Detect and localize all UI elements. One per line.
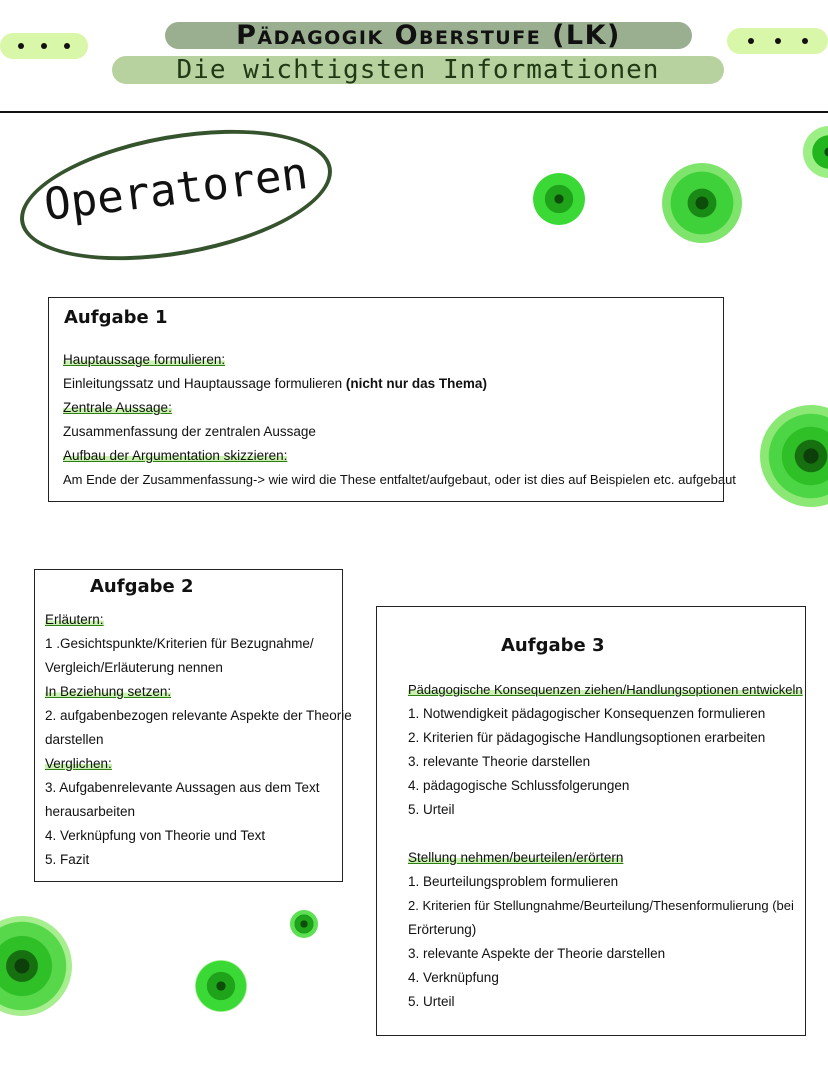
list-item: 4. pädagogische Schlussfolgerungen <box>408 778 630 793</box>
list-item: Pädagogische Konsequenzen ziehen/Handlungsoptionen entwickeln <box>408 682 803 697</box>
list-item: 1. Beurteilungsproblem formulieren <box>408 874 619 889</box>
list-item: Hauptaussage formulieren: <box>63 352 226 367</box>
list-item: 2. Kriterien für pädagogische Handlungsoptionen erarbeiten <box>408 730 766 745</box>
list-item: 1. Notwendigkeit pädagogischer Konsequenzen formulieren <box>408 706 766 721</box>
list-item: Am Ende der Zusammenfassung-> wie wird die These entfaltet/aufgebaut, oder ist dies auf Beispielen etc. aufgebaut <box>63 472 736 487</box>
page-subtitle: Die wichtigsten Informationen <box>176 55 660 85</box>
green-circle-decoration <box>533 173 585 225</box>
list-item: 2. Kriterien für Stellungnahme/Beurteilung/Thesenformulierung (bei <box>408 898 794 913</box>
aufgabe2-heading: Aufgabe 2 <box>90 576 194 597</box>
list-item: Zusammenfassung der zentralen Aussage <box>63 424 316 439</box>
list-item: 1 .Gesichtspunkte/Kriterien für Bezugnahme/ <box>45 636 314 651</box>
green-circle-decoration <box>662 163 742 243</box>
green-circle-decoration <box>0 916 72 1016</box>
green-circle-decoration <box>290 910 318 938</box>
list-item: darstellen <box>45 732 104 747</box>
list-item: Stellung nehmen/beurteilen/erörtern <box>408 850 624 865</box>
list-item: Aufbau der Argumentation skizzieren: <box>63 448 288 463</box>
list-item: 3. Aufgabenrelevante Aussagen aus dem Text <box>45 780 320 795</box>
list-item: 4. Verknüpfung <box>408 970 499 985</box>
green-circle-decoration <box>195 960 247 1012</box>
green-circle-decoration <box>760 405 828 507</box>
list-item: 5. Urteil <box>408 802 455 817</box>
list-item: herausarbeiten <box>45 804 136 819</box>
list-item: In Beziehung setzen: <box>45 684 172 699</box>
page-title: Pädagogik Oberstufe (LK) <box>236 20 621 51</box>
list-item: Zentrale Aussage: <box>63 400 172 415</box>
list-item: 2. aufgabenbezogen relevante Aspekte der Theorie <box>45 708 352 723</box>
section-title: Operatoren <box>41 148 311 231</box>
list-item: Erörterung) <box>408 922 477 937</box>
list-item: 3. relevante Aspekte der Theorie darstellen <box>408 946 666 961</box>
aufgabe3-heading: Aufgabe 3 <box>501 635 605 656</box>
list-item: 4. Verknüpfung von Theorie und Text <box>45 828 266 843</box>
list-item: 3. relevante Theorie darstellen <box>408 754 591 769</box>
decorative-dots-left <box>0 33 88 59</box>
list-item: Erläutern: <box>45 612 104 627</box>
aufgabe1-heading: Aufgabe 1 <box>64 307 168 328</box>
list-item: 5. Fazit <box>45 852 90 867</box>
list-item: Einleitungssatz und Hauptaussage formulieren (nicht nur das Thema) <box>63 376 487 391</box>
green-circle-decoration <box>803 126 828 178</box>
decorative-dots-right <box>727 28 828 54</box>
list-item: Verglichen: <box>45 756 112 771</box>
list-item: Vergleich/Erläuterung nennen <box>45 660 223 675</box>
list-item: 5. Urteil <box>408 994 455 1009</box>
header-divider <box>0 111 828 113</box>
